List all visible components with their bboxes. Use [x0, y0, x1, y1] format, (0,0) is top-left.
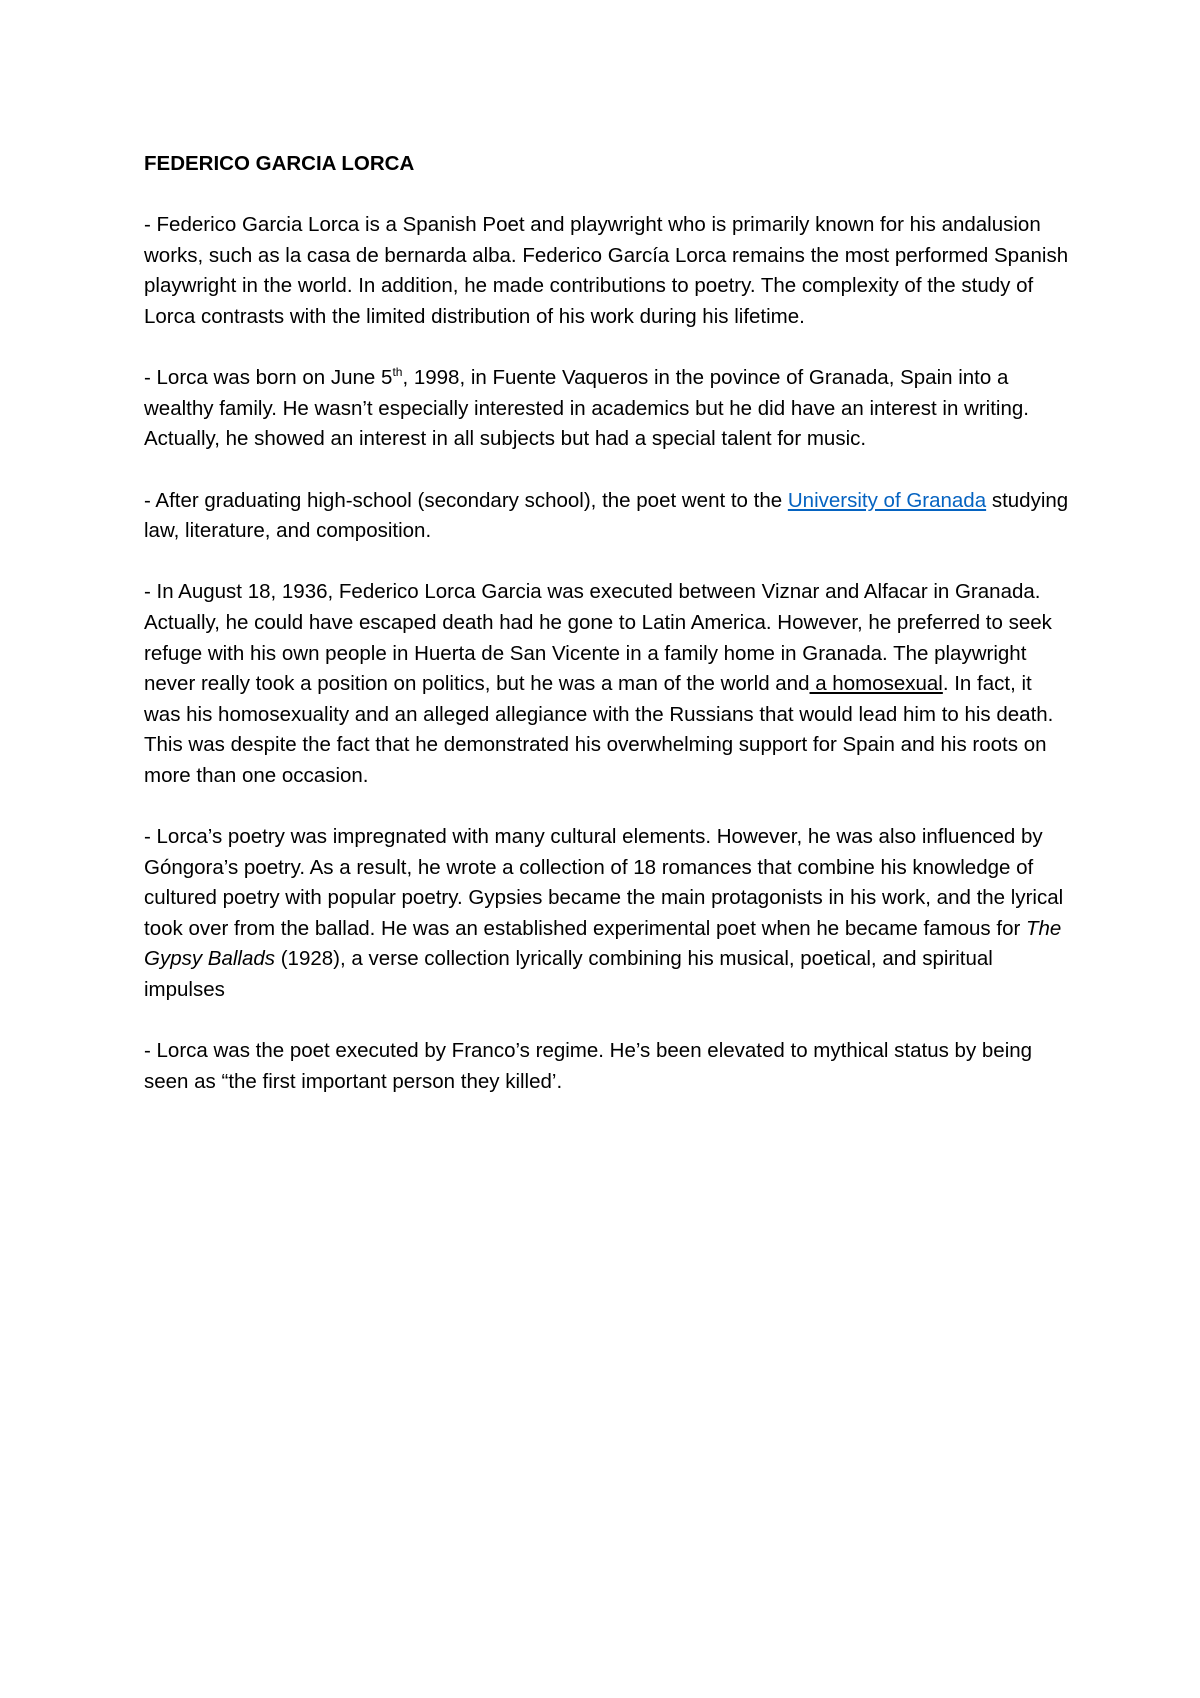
paragraph-execution — [144, 577, 1069, 791]
paragraph-education — [144, 486, 1069, 547]
paragraph-birth — [144, 363, 1069, 455]
education-text-start: - After graduating high-school (secondary school), the poet went to the — [144, 488, 788, 512]
birth-text-end: , 1998, in Fuente Vaqueros in the povince of Granada, Spain into a wealthy family. He wasn’t especially interested in academics but he did have an interest in writing. Actually, he showed an interest in all subjects but had a special talent for music. — [144, 366, 1029, 451]
book-title-italic: The Gypsy Ballads — [144, 916, 1062, 971]
document-title: FEDERICO GARCIA LORCA — [144, 152, 415, 175]
document-page — [144, 149, 1069, 1128]
execution-text-start: - In August 18, 1936, Federico Lorca Garcia was executed between Viznar and Alfacar in Granada. Actually, he could have escaped death had he gone to Latin America. However, he preferred to seek refuge with his own people in Huerta de San Vicente in a family home in Granada. The playwright never really took a position on politics, but he was a man of the world and — [144, 580, 1052, 696]
poetry-text-end: (1928), a verse collection lyrically combining his musical, poetical, and spiritual impulses — [144, 947, 993, 1002]
birth-text-start: - Lorca was born on June 5 — [144, 366, 393, 390]
paragraph-poetry — [144, 822, 1069, 1006]
ordinal-superscript: th — [392, 365, 403, 380]
paragraph-intro: - Federico Garcia Lorca is a Spanish Poet and playwright who is primarily known for his andalusion works, such as la casa de bernarda alba. Federico García Lorca remains the most performed Spanish playwright in the world. In addition, he made contributions to poetry. The complexity of the study of Lorca contrasts with the limited distribution of his work during his lifetime. — [144, 213, 1069, 328]
underlined-phrase: a homosexual — [809, 672, 943, 696]
education-text-end: studying law, literature, and composition. — [144, 488, 1069, 543]
poetry-text-start: - Lorca’s poetry was impregnated with many cultural elements. However, he was also influenced by Góngora’s poetry. As a result, he wrote a collection of 18 romances that combine his knowledge of cultured poetry with popular poetry. Gypsies became the main protagonists in his work, and the lyrical took over from the ballad. He was an established experimental poet when he became famous for — [144, 825, 1064, 940]
university-of-granada-link[interactable]: University of Granada — [787, 488, 987, 512]
execution-text-end: . In fact, it was his homosexuality and an alleged allegiance with the Russians that would lead him to his death. This was despite the fact that he demonstrated his overwhelming support for Spain and his roots on more than one occasion. — [144, 672, 1054, 787]
paragraph-legacy: - Lorca was the poet executed by Franco’s regime. He’s been elevated to mythical status by being seen as “the first important person they killed’. — [144, 1039, 1033, 1093]
